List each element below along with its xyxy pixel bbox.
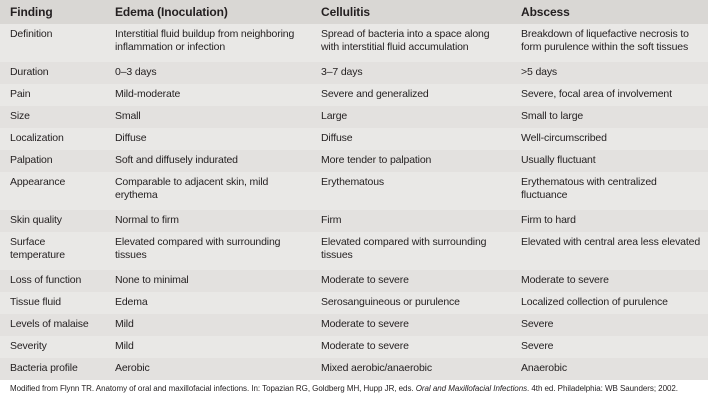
cell-abscess: >5 days <box>521 66 558 78</box>
cell-edema: Mild <box>115 318 134 330</box>
cell-abscess: Small to large <box>521 110 584 122</box>
cell-edema: Elevated compared with surrounding tissues <box>115 236 281 261</box>
cell-finding: Pain <box>10 88 31 100</box>
cell-edema: None to minimal <box>115 274 189 286</box>
cell-edema: Mild <box>115 340 134 352</box>
cell-edema: Comparable to adjacent skin, mild erythema <box>115 176 269 201</box>
table-header <box>0 0 708 24</box>
cell-finding: Duration <box>10 66 49 78</box>
cell-cellulitis: Mixed aerobic/anaerobic <box>321 362 432 374</box>
cell-cellulitis: Firm <box>321 214 342 226</box>
cell-cellulitis: Spread of bacteria into a space along with interstitial fluid accumulation <box>321 28 490 53</box>
header-abscess: Abscess <box>521 5 570 19</box>
cell-abscess: Localized collection of purulence <box>521 296 668 308</box>
cell-finding: Skin quality <box>10 214 62 226</box>
cell-cellulitis: Elevated compared with surrounding tissues <box>321 236 487 261</box>
cell-edema: Normal to firm <box>115 214 179 226</box>
cell-edema: Diffuse <box>115 132 147 144</box>
footnote-book-title: Oral and Maxillofacial Infections <box>415 384 528 393</box>
cell-finding: Size <box>10 110 30 122</box>
cell-abscess: Severe <box>521 340 554 352</box>
cell-edema: Small <box>115 110 141 122</box>
cell-finding: Severity <box>10 340 47 352</box>
cell-abscess: Well-circumscribed <box>521 132 607 144</box>
cell-abscess: Firm to hard <box>521 214 576 226</box>
cell-cellulitis: More tender to palpation <box>321 154 432 166</box>
header-row <box>0 0 708 24</box>
cell-finding: Surface temperature <box>10 236 65 261</box>
table-row <box>0 106 708 128</box>
cell-cellulitis: 3–7 days <box>321 66 363 78</box>
cell-finding: Tissue fluid <box>10 296 61 308</box>
source-footnote <box>10 384 678 393</box>
table-row <box>0 128 708 150</box>
cell-abscess: Severe, focal area of involvement <box>521 88 672 100</box>
cell-abscess: Elevated with central area less elevated <box>521 236 701 248</box>
cell-finding: Definition <box>10 28 53 40</box>
footnote-publication: . 4th ed. Philadelphia: WB Saunders; 2002. <box>527 384 678 393</box>
cell-abscess: Usually fluctuant <box>521 154 596 166</box>
table-body <box>0 24 708 380</box>
cell-cellulitis: Moderate to severe <box>321 318 409 330</box>
cell-finding: Levels of malaise <box>10 318 89 330</box>
table-row <box>0 172 708 210</box>
cell-finding: Loss of function <box>10 274 82 286</box>
table-row <box>0 336 708 358</box>
cell-cellulitis: Moderate to severe <box>321 274 409 286</box>
cell-edema: Edema <box>115 296 148 308</box>
table-row <box>0 84 708 106</box>
header-cellulitis: Cellulitis <box>321 5 371 19</box>
cell-cellulitis: Moderate to severe <box>321 340 409 352</box>
footnote-text: Modified from Flynn TR. Anatomy of oral and maxillofacial infections. In: Topazian RG, Goldberg MH, Hupp JR, eds. <box>10 384 416 393</box>
cell-cellulitis: Diffuse <box>321 132 353 144</box>
table-row <box>0 210 708 232</box>
cell-abscess: Severe <box>521 318 554 330</box>
cell-edema: Soft and diffusely indurated <box>115 154 238 166</box>
cell-abscess: Anaerobic <box>521 362 567 374</box>
table-row <box>0 232 708 270</box>
table-row <box>0 270 708 292</box>
table-row <box>0 150 708 172</box>
cell-finding: Palpation <box>10 154 53 166</box>
cell-abscess: Breakdown of liquefactive necrosis to form purulence within the soft tissues <box>521 28 689 53</box>
table-row <box>0 292 708 314</box>
table-row <box>0 24 708 62</box>
cell-cellulitis: Serosanguineous or purulence <box>321 296 460 308</box>
table-row <box>0 314 708 336</box>
cell-finding: Localization <box>10 132 64 144</box>
cell-finding: Bacteria profile <box>10 362 78 374</box>
cell-edema: Aerobic <box>115 362 150 374</box>
cell-edema: Interstitial fluid buildup from neighboring inflammation or infection <box>115 28 295 53</box>
cell-edema: 0–3 days <box>115 66 157 78</box>
cell-abscess: Erythematous with centralized fluctuance <box>521 176 657 201</box>
cell-edema: Mild-moderate <box>115 88 181 100</box>
cell-finding: Appearance <box>10 176 66 188</box>
cell-cellulitis: Erythematous <box>321 176 384 188</box>
cell-abscess: Moderate to severe <box>521 274 609 286</box>
table-row <box>0 358 708 380</box>
header-edema: Edema (Inoculation) <box>115 5 228 19</box>
table-row <box>0 62 708 84</box>
header-finding: Finding <box>10 5 53 19</box>
cell-cellulitis: Large <box>321 110 348 122</box>
cell-cellulitis: Severe and generalized <box>321 88 429 100</box>
